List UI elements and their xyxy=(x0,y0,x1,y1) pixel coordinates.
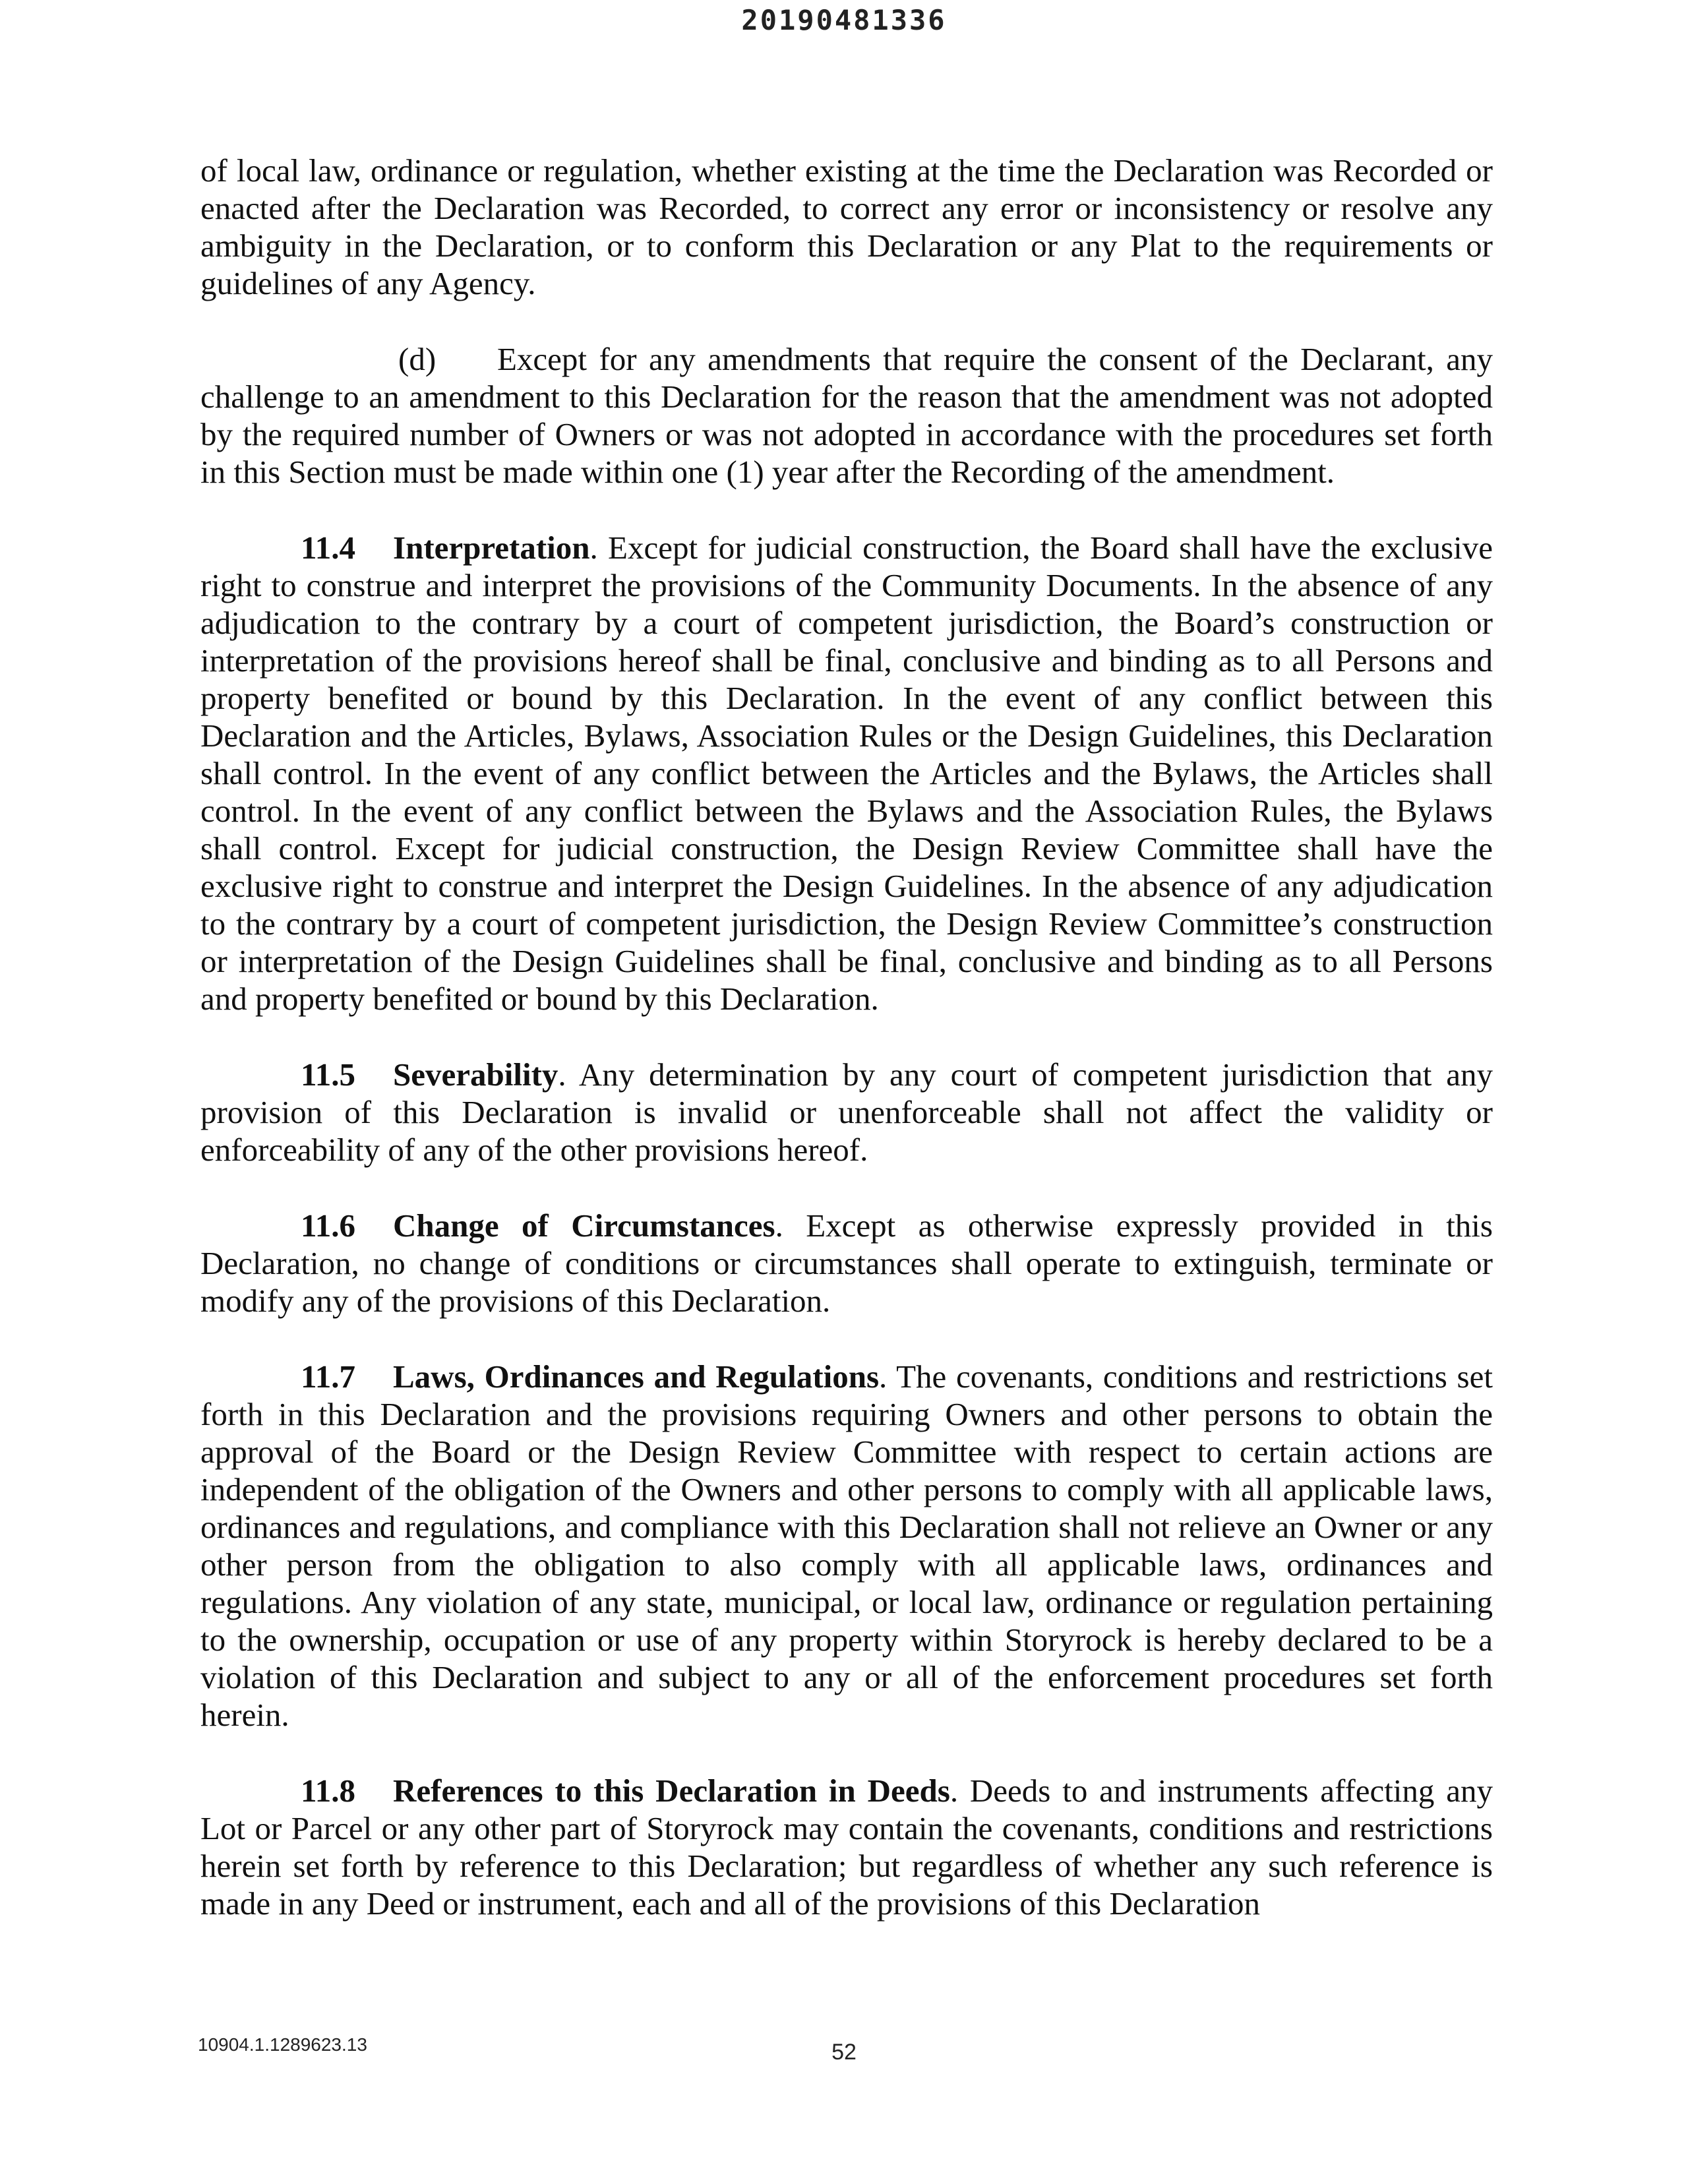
document-body xyxy=(200,152,1493,1960)
page-number: 52 xyxy=(831,2040,857,2065)
section-11-5 xyxy=(200,1056,1493,1168)
section-number: 11.4 xyxy=(301,530,356,566)
subsection-d-paragraph xyxy=(200,340,1493,491)
section-text: . Any determination by any court of competent jurisdiction that any provision of this Declaration is invalid or unenforceable shall not affect the validity or enforceability of any of the other provisions hereof. xyxy=(200,1056,1493,1168)
section-number: 11.8 xyxy=(301,1773,356,1809)
section-text: . The covenants, conditions and restrictions set forth in this Declaration and the provisions requiring Owners and other persons to obtain the approval of the Board or the Design Review Committee with respect to certain actions are independent of the obligation of the Owners and other persons to comply with all applicable laws, ordinances and regulations, and compliance with this Declaration shall not relieve an Owner or any other person from the obligation to also comply with all applicable laws, ordinances and regulations. Any violation of any state, municipal, or local law, ordinance or regulation pertaining to the ownership, occupation or use of any property within Storyrock is hereby declared to be a violation of this Declaration and subject to any or all of the enforcement procedures set forth herein. xyxy=(200,1358,1493,1733)
section-title: Interpretation xyxy=(393,530,590,566)
section-title: Severability xyxy=(393,1056,558,1093)
section-title: Laws, Ordinances and Regulations xyxy=(393,1358,880,1395)
section-text: . Deeds to and instruments affecting any Lot or Parcel or any other part of Storyrock may contain the covenants, conditions and restrictions herein set forth by reference to this Declaration; but regardless of whether any such reference is made in any Deed or instrument, each and all of the provisions of this Declaration xyxy=(200,1773,1493,1922)
section-11-8 xyxy=(200,1772,1493,1922)
subsection-label: (d) xyxy=(398,341,437,377)
section-text: . Except for judicial construction, the Board shall have the exclusive right to construe and interpret the provisions of the Community Documents. In the absence of any adjudication to the contrary by a court of competent jurisdiction, the Board’s construction or interpretation of the provisions hereof shall be final, conclusive and binding as to all Persons and property benefited or bound by this Declaration. In the event of any conflict between this Declaration and the Articles, Bylaws, Association Rules or the Design Guidelines, this Declaration shall control. In the event of any conflict between the Articles and the Bylaws, the Articles shall control. In the event of any conflict between the Bylaws and the Association Rules, the Bylaws shall control. Except for judicial construction, the Design Review Committee shall have the exclusive right to construe and interpret the Design Guidelines. In the absence of any adjudication to the contrary by a court of competent jurisdiction, the Design Review Committee’s construction or interpretation of the Design Guidelines shall be final, conclusive and binding as to all Persons and property benefited or bound by this Declaration. xyxy=(200,530,1493,1017)
section-title: References to this Declaration in Deeds xyxy=(393,1773,950,1809)
section-number: 11.6 xyxy=(301,1207,356,1244)
section-text: . Except as otherwise expressly provided in this Declaration, no change of conditions or circumstances shall operate to extinguish, terminate or modify any of the provisions of this Declaration. xyxy=(200,1207,1493,1319)
footer-document-id: 10904.1.1289623.13 xyxy=(198,2034,367,2055)
section-title: Change of Circumstances xyxy=(393,1207,775,1244)
section-number: 11.7 xyxy=(301,1358,356,1395)
section-11-7 xyxy=(200,1358,1493,1734)
continuation-paragraph: of local law, ordinance or regulation, whether existing at the time the Declaration was Recorded or enacted after the Declaration was Recorded, to correct any error or inconsistency or resolve any ambiguity in the Declaration, or to conform this Declaration or any Plat to the requirements or guidelines of any Agency. xyxy=(200,152,1493,301)
subsection-text: Except for any amendments that require the consent of the Declarant, any challenge to an amendment to this Declaration for the reason that the amendment was not adopted by the required number of Owners or was not adopted in accordance with the procedures set forth in this Section must be made within one (1) year after the Recording of the amendment. xyxy=(200,341,1493,490)
recording-number: 20190481336 xyxy=(741,4,947,36)
section-11-6 xyxy=(200,1207,1493,1320)
section-number: 11.5 xyxy=(301,1056,356,1093)
section-11-4 xyxy=(200,529,1493,1017)
